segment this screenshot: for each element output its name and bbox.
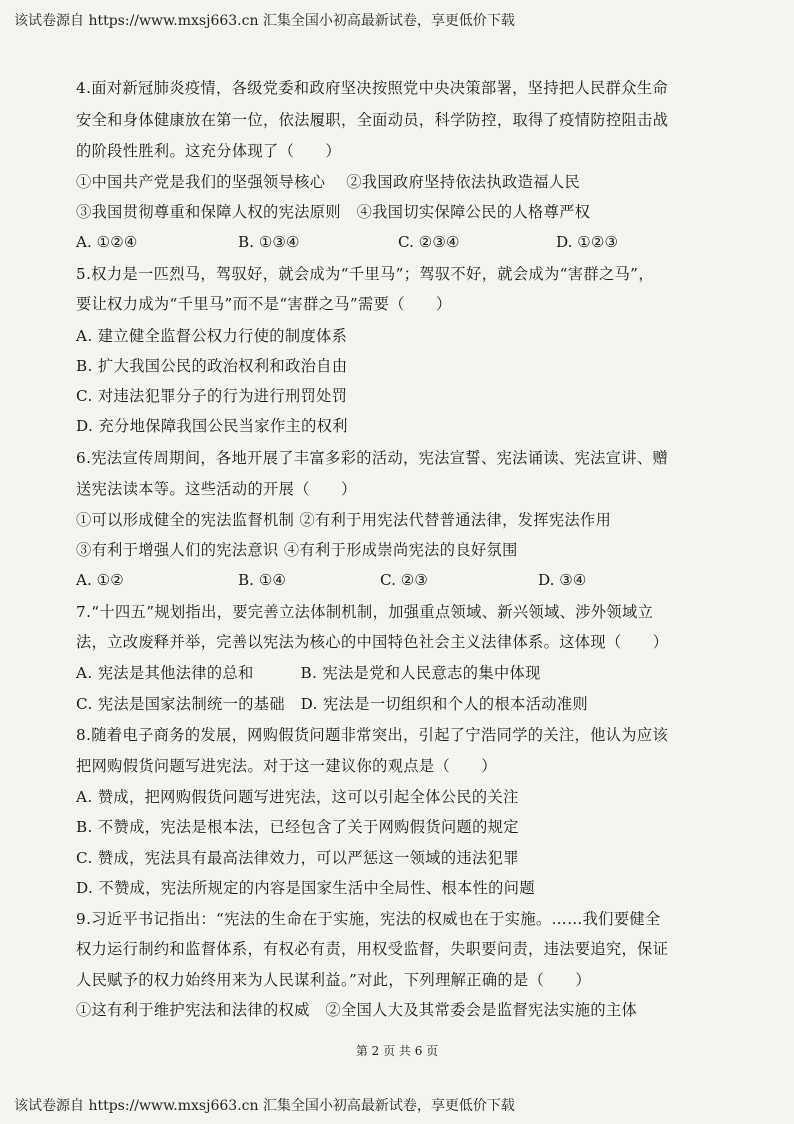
page-number: 第 2 页 共 6 页 (355, 1044, 439, 1058)
q5-option-c: C. 对违法犯罪分子的行为进行刑罚处罚 (76, 387, 348, 405)
q8-option-c: C. 赞成，宪法具有最高法律效力，可以严惩这一领域的违法犯罪 (76, 849, 519, 867)
q9-line-1: 9.习近平书记指出：“宪法的生命在于实施，宪法的权威也在于实施。……我们要健全 (76, 910, 661, 928)
q8-line-2: 把网购假货问题写进宪法。对于这一建议你的观点是（ ） (76, 757, 497, 775)
q7-options-a-b: A. 宪法是其他法律的总和 B. 宪法是党和人民意志的集中体现 (76, 664, 541, 682)
q4-line-1: 4.面对新冠肺炎疫情，各级党委和政府坚决按照党中央决策部署，坚持把人民群众生命 (76, 79, 669, 97)
q8-option-b: B. 不赞成，宪法是根本法，已经包含了关于网购假货问题的规定 (76, 818, 519, 836)
q8-option-d: D. 不赞成，宪法所规定的内容是国家生活中全局性、根本性的问题 (76, 879, 535, 897)
q6-line-2: 送宪法读本等。这些活动的开展（ ） (76, 480, 357, 498)
q4-option-a: A. ①②④ (76, 233, 138, 251)
q4-line-2: 安全和身体健康放在第一位，依法履职，全面动员，科学防控，取得了疫情防控阻击战 (76, 111, 669, 129)
q6-option-c: C. ②③ (380, 571, 428, 589)
q4-option-c: C. ②③④ (398, 233, 460, 251)
q7-options-c-d: C. 宪法是国家法制统一的基础 D. 宪法是一切组织和个人的根本活动准则 (76, 695, 589, 713)
q9-line-3: 人民赋予的权力始终用来为人民谋利益。”对此，下列理解正确的是（ ） (76, 971, 591, 989)
q4-option-b: B. ①③④ (238, 233, 300, 251)
q6-statement-1-2: ①可以形成健全的宪法监督机制 ②有利于用宪法代替普通法律，发挥宪法作用 (76, 511, 612, 529)
q5-line-1: 5.权力是一匹烈马，驾驭好，就会成为“千里马”；驾驭不好，就会成为“害群之马”， (76, 265, 654, 283)
q4-option-d: D. ①②③ (556, 233, 619, 251)
q4-line-3: 的阶段性胜利。这充分体现了（ ） (76, 142, 341, 160)
q8-option-a: A. 赞成，把网购假货问题写进宪法，这可以引起全体公民的关注 (76, 788, 519, 806)
q4-statement-3-4: ③我国贯彻尊重和保障人权的宪法原则 ④我国切实保障公民的人格尊严权 (76, 203, 591, 221)
q9-line-2: 权力运行制约和监督体系，有权必有责，用权受监督，失职要问责，违法要追究，保证 (76, 940, 669, 958)
source-banner-top: 该试卷源自 https://www.mxsj663.cn 汇集全国小初高最新试卷，享更低价下载 (14, 13, 515, 29)
q5-option-d: D. 充分地保障我国公民当家作主的权利 (76, 417, 348, 435)
q5-option-a: A. 建立健全监督公权力行使的制度体系 (76, 327, 348, 345)
q6-option-b: B. ①④ (238, 571, 287, 589)
q8-line-1: 8.随着电子商务的发展，网购假货问题非常突出，引起了宁浩同学的关注，他认为应该 (76, 726, 669, 744)
q4-statement-1-2: ①中国共产党是我们的坚强领导核心 ②我国政府坚持依法执政造福人民 (76, 173, 581, 191)
q6-option-a: A. ①② (76, 571, 124, 589)
q6-option-d: D. ③④ (538, 571, 587, 589)
q7-line-1: 7.“十四五”规划指出，要完善立法体制机制，加强重点领域、新兴领域、涉外领域立 (76, 603, 654, 621)
q6-line-1: 6.宪法宣传周期间，各地开展了丰富多彩的活动，宪法宣誓、宪法诵读、宪法宣讲、赠 (76, 449, 669, 467)
q5-option-b: B. 扩大我国公民的政治权利和政治自由 (76, 357, 348, 375)
source-banner-bottom: 该试卷源自 https://www.mxsj663.cn 汇集全国小初高最新试卷，享更低价下载 (14, 1098, 515, 1114)
q7-line-2: 法，立改废释并举，完善以宪法为核心的中国特色社会主义法律体系。这体现（ ） (76, 633, 669, 651)
q6-statement-3-4: ③有利于增强人们的宪法意识 ④有利于形成崇尚宪法的良好氛围 (76, 541, 518, 559)
q5-line-2: 要让权力成为“千里马”而不是“害群之马”需要（ ） (76, 295, 452, 313)
q9-statement-1-2: ①这有利于维护宪法和法律的权威 ②全国人大及其常委会是监督宪法实施的主体 (76, 1001, 638, 1019)
